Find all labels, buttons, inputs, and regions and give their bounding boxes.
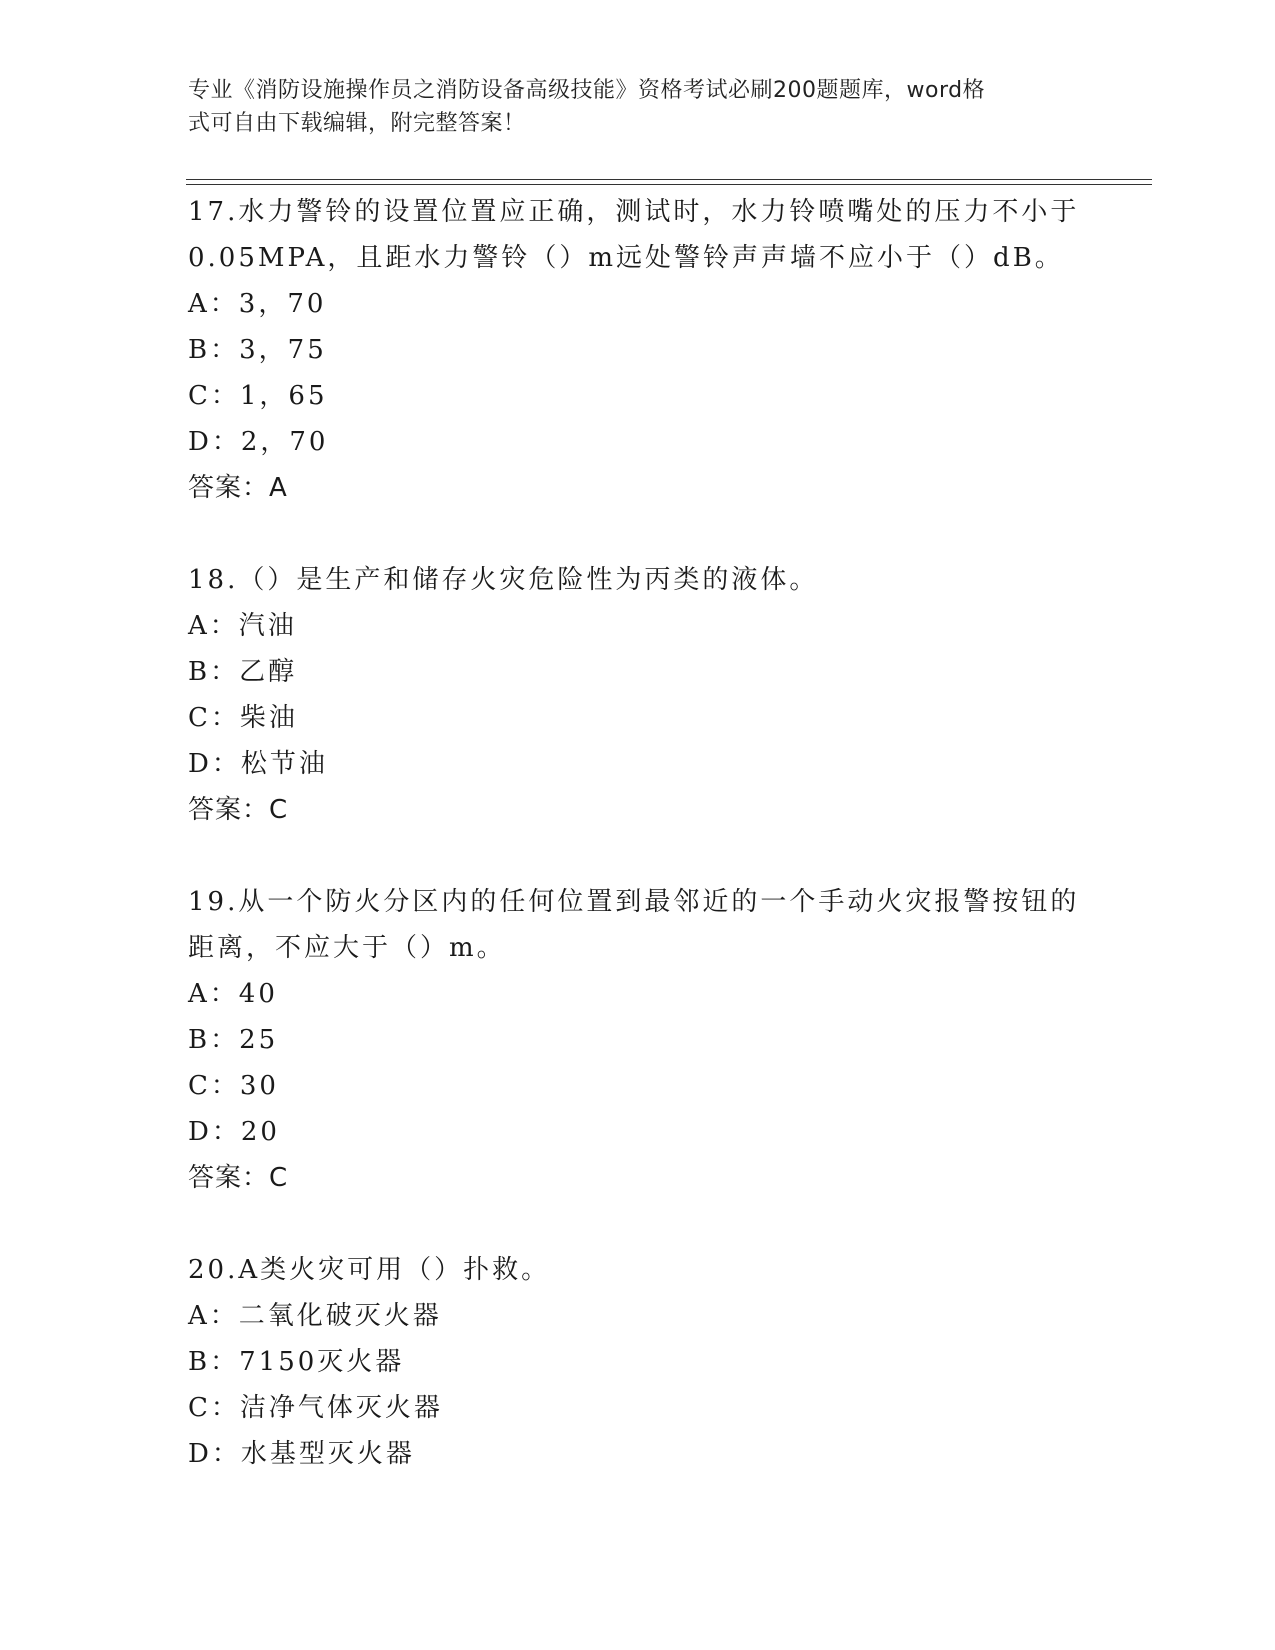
question-list	[188, 189, 1088, 1477]
question-19-option-d: D：20	[188, 1117, 280, 1147]
question-17-text-line-1: 17.水力警铃的设置位置应正确，测试时，水力铃喷嘴处的压力不小于	[188, 197, 1080, 227]
question-20	[188, 1247, 1088, 1477]
header-line-1: 专业《消防设施操作员之消防设备高级技能》资格考试必刷200题题库，word格	[188, 78, 986, 103]
question-18-option-d: D：松节油	[188, 749, 328, 779]
question-17-option-c: C：1，65	[188, 381, 328, 411]
question-18	[188, 557, 1088, 833]
question-20-option-c: C：洁净气体灭火器	[188, 1393, 443, 1423]
question-18-answer: 答案：C	[188, 795, 289, 825]
header-divider-bottom	[186, 184, 1152, 185]
question-spacer	[188, 833, 1088, 879]
document-header	[188, 74, 1068, 140]
question-17-option-d: D：2，70	[188, 427, 329, 457]
question-spacer	[188, 1201, 1088, 1247]
question-18-option-b: B：乙醇	[188, 657, 298, 687]
question-18-text-line-1: 18.（）是生产和储存火灾危险性为丙类的液体。	[188, 565, 819, 595]
question-17-option-a: A：3，70	[188, 289, 327, 319]
question-19-text-line-1: 19.从一个防火分区内的任何位置到最邻近的一个手动火灾报警按钮的	[188, 887, 1080, 917]
question-18-option-a: A：汽油	[188, 611, 297, 641]
question-19	[188, 879, 1088, 1201]
question-17-text-line-2: 0.05MPA，且距水力警铃（）m远处警铃声声墙不应小于（）dB。	[188, 243, 1064, 273]
question-19-option-b: B：25	[188, 1025, 279, 1055]
question-20-option-d: D：水基型灭火器	[188, 1439, 415, 1469]
question-19-answer: 答案：C	[188, 1163, 289, 1193]
question-19-text-line-2: 距离，不应大于（）m。	[188, 933, 506, 963]
question-18-option-c: C：柴油	[188, 703, 298, 733]
question-17-answer: 答案：A	[188, 473, 288, 503]
question-20-option-b: B：7150灭火器	[188, 1347, 405, 1377]
question-20-text-line-1: 20.A类火灾可用（）扑救。	[188, 1255, 551, 1285]
question-spacer	[188, 511, 1088, 557]
question-17	[188, 189, 1088, 511]
header-divider-top	[186, 179, 1152, 180]
question-19-option-c: C：30	[188, 1071, 279, 1101]
question-17-option-b: B：3，75	[188, 335, 327, 365]
question-20-option-a: A：二氧化破灭火器	[188, 1301, 442, 1331]
header-line-2: 式可自由下载编辑，附完整答案！	[188, 111, 526, 136]
question-19-option-a: A：40	[188, 979, 278, 1009]
